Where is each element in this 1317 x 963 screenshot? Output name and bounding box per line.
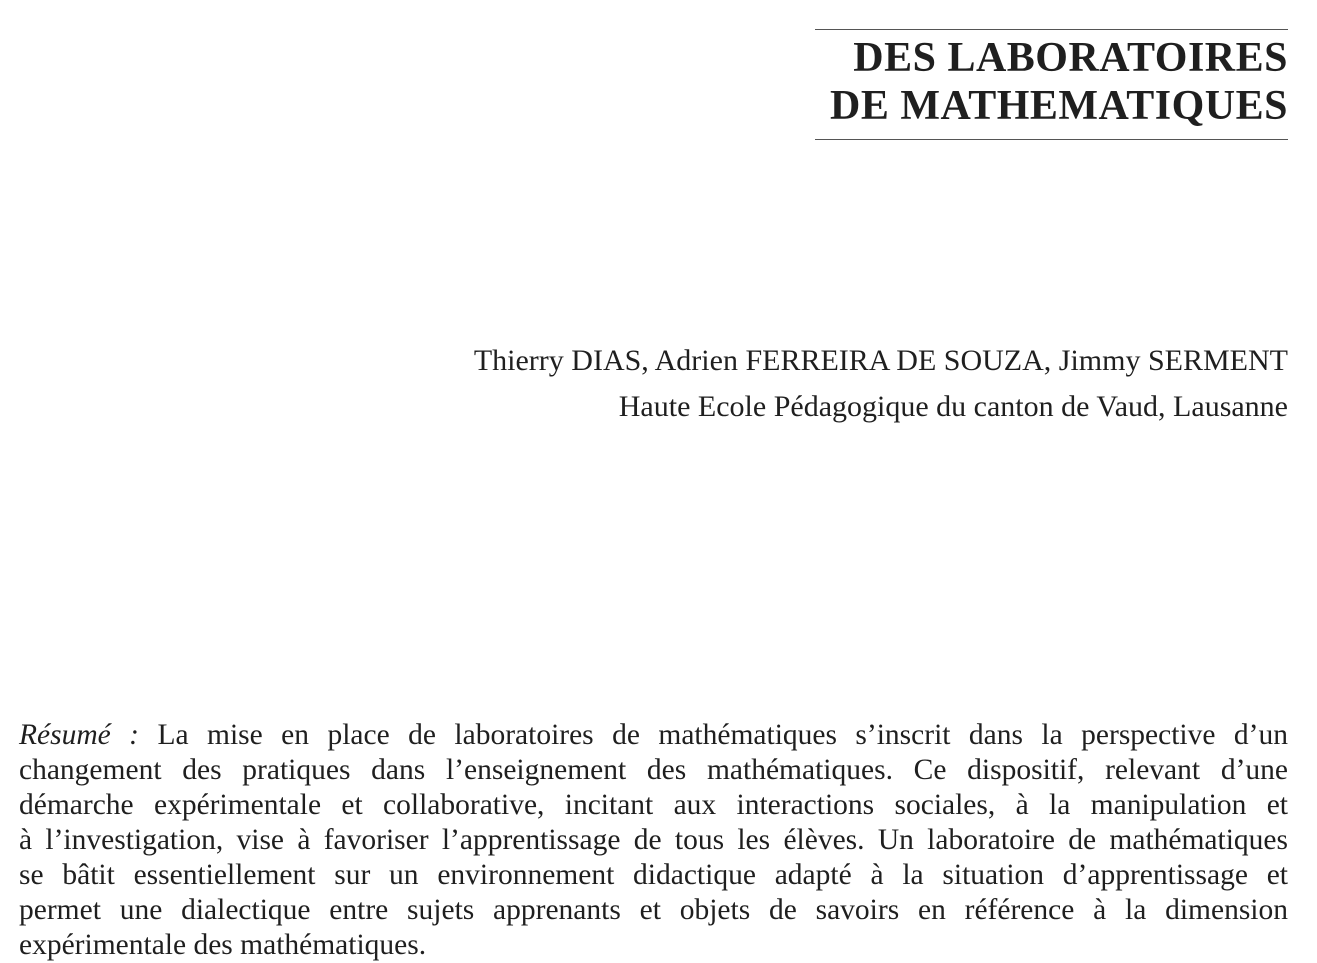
title-line-2: DE MATHEMATIQUES xyxy=(830,83,1288,129)
abstract-line-2: changement des pratiques dans l’enseignement des mathématiques. Ce dispositif, relevant d’une xyxy=(19,754,1288,786)
abstract-line-1 xyxy=(19,718,1288,753)
author-names: Thierry DIAS, Adrien FERREIRA DE SOUZA, Jimmy SERMENT xyxy=(473,344,1288,377)
abstract-line-4: à l’investigation, vise à favoriser l’apprentissage de tous les élèves. Un laboratoire de mathématiques xyxy=(19,824,1288,856)
abstract-line-6: permet une dialectique entre sujets apprenants et objets de savoirs en référence à la dimension xyxy=(19,894,1288,926)
abstract-line-7: expérimentale des mathématiques. xyxy=(19,929,427,961)
abstract-line-1-text: La mise en place de laboratoires de mathématiques s’inscrit dans la perspective d’un xyxy=(139,719,1288,751)
title-line-1: DES LABORATOIRES xyxy=(853,35,1288,81)
paper-title xyxy=(815,29,1288,140)
abstract xyxy=(19,718,1288,963)
abstract-line-5: se bâtit essentiellement sur un environnement didactique adapté à la situation d’apprentissage et xyxy=(19,859,1288,891)
author-affiliation: Haute Ecole Pédagogique du canton de Vaud, Lausanne xyxy=(618,390,1288,423)
author-block xyxy=(474,338,1288,430)
abstract-line-3: démarche expérimentale et collaborative, incitant aux interactions sociales, à la manipulation et xyxy=(19,789,1288,821)
abstract-label: Résumé : xyxy=(19,719,140,751)
